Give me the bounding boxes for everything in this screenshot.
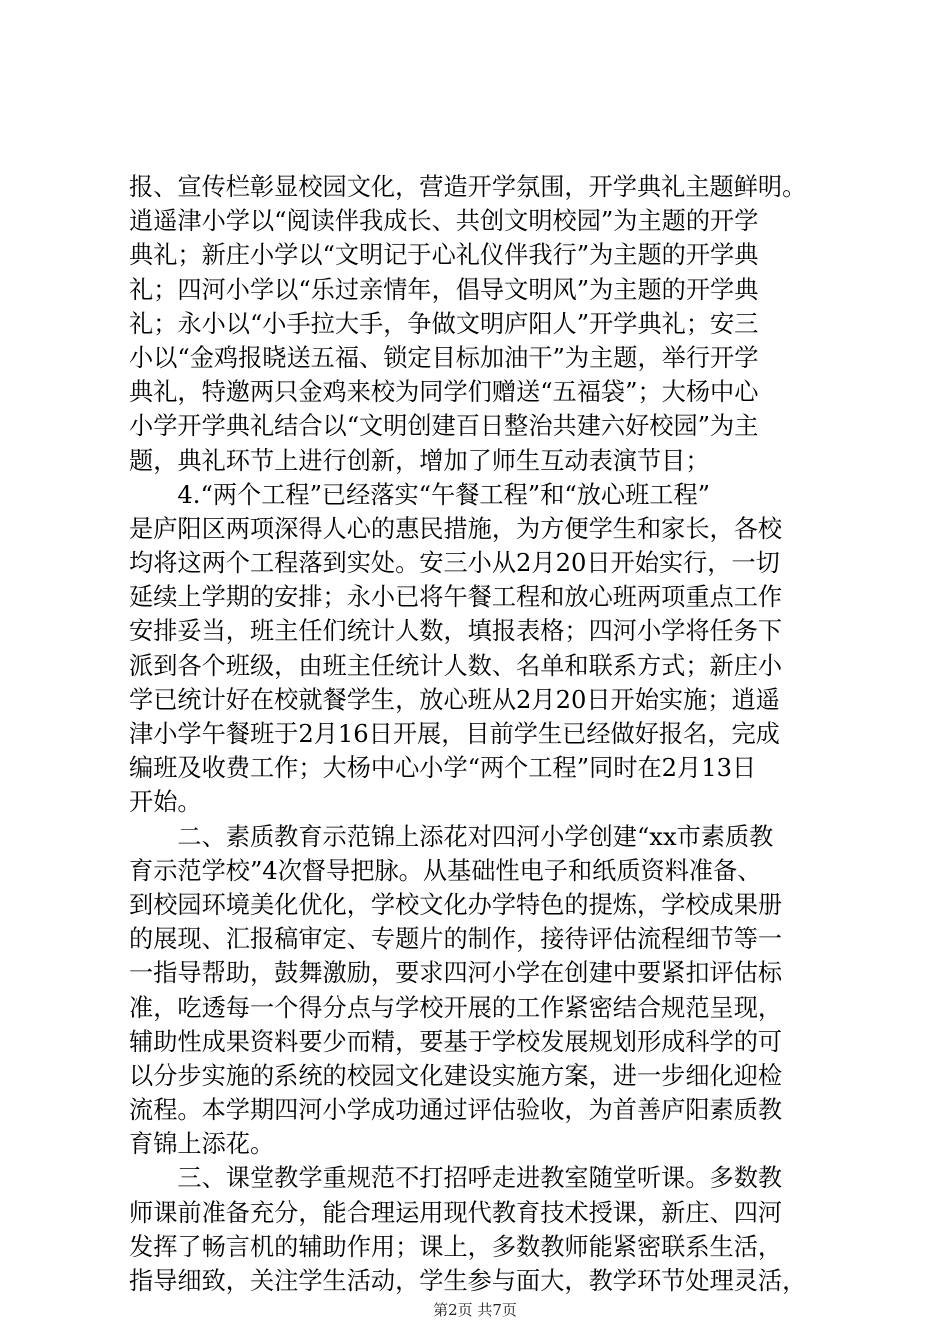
text-line: 逍遥津小学以“阅读伴我成长、共创文明校园”为主题的开学 <box>129 207 759 236</box>
text-line: 一指导帮助，鼓舞激励，要求四河小学在创建中要紧扣评估标 <box>129 959 783 988</box>
text-line: 师课前准备充分，能合理运用现代教育技术授课，新庄、四河 <box>129 1198 783 1227</box>
text-line: 三、课堂教学重规范不打招呼走进教室随堂听课。多数教 <box>129 1164 783 1193</box>
text-line: 均将这两个工程落到实处。安三小从2月20日开始实行，一切 <box>129 549 780 578</box>
text-line: 小学开学典礼结合以“文明创建百日整治共建六好校园”为主 <box>129 412 759 441</box>
text-line: 育示范学校”4次督导把脉。从基础性电子和纸质资料准备、 <box>129 856 762 885</box>
text-line: 礼；永小以“小手拉大手，争做文明庐阳人”开学典礼；安三 <box>129 309 759 338</box>
text-line: 小以“金鸡报晓送五福、锁定目标加油干”为主题，举行开学 <box>129 343 759 372</box>
page-number-label: 第2页 共7页 <box>433 1301 517 1319</box>
body-text <box>129 170 829 1298</box>
text-line: 延续上学期的安排；永小已将午餐工程和放心班两项重点工作 <box>129 583 783 612</box>
text-line: 育锦上添花。 <box>129 1130 275 1159</box>
text-line: 到校园环境美化优化，学校文化办学特色的提炼，学校成果册 <box>129 890 783 919</box>
text-line: 发挥了畅言机的辅助作用；课上，多数教师能紧密联系生活， <box>129 1232 783 1261</box>
text-line: 题，典礼环节上进行创新，增加了师生互动表演节目； <box>129 446 710 475</box>
text-line: 的展现、汇报稿审定、专题片的制作，接待评估流程细节等一 <box>129 925 783 954</box>
page-footer <box>0 1300 950 1320</box>
text-line: 以分步实施的系统的校园文化建设实施方案，进一步细化迎检 <box>129 1061 783 1090</box>
text-line: 准，吃透每一个得分点与学校开展的工作紧密结合规范呈现， <box>129 993 783 1022</box>
text-line: 编班及收费工作；大杨中心小学“两个工程”同时在2月13日 <box>129 754 757 783</box>
text-line: 典礼，特邀两只金鸡来校为同学们赠送“五福袋”；大杨中心 <box>129 378 759 407</box>
text-line: 礼；四河小学以“乐过亲情年，倡导文明风”为主题的开学典 <box>129 275 759 304</box>
text-line: 报、宣传栏彰显校园文化，营造开学氛围，开学典礼主题鲜明。 <box>129 173 807 201</box>
text-line: 二、素质教育示范锦上添花对四河小学创建“xx市素质教 <box>129 822 774 851</box>
text-line: 津小学午餐班于2月16日开展，目前学生已经做好报名，完成 <box>129 720 780 748</box>
text-line: 流程。本学期四河小学成功通过评估验收，为首善庐阳素质教 <box>129 1096 783 1125</box>
text-line: 开始。 <box>129 788 202 817</box>
text-line: 派到各个班级，由班主任统计人数、名单和联系方式；新庄小 <box>129 651 783 680</box>
text-line: 典礼；新庄小学以“文明记于心礼仪伴我行”为主题的开学典 <box>129 241 759 270</box>
text-line: 4.“两个工程”已经落实“午餐工程”和“放心班工程” <box>129 480 711 509</box>
text-line: 指导细致，关注学生活动，学生参与面大，教学环节处理灵活， <box>129 1267 807 1295</box>
text-line: 辅助性成果资料要少而精，要基于学校发展规划形成科学的可 <box>129 1027 783 1056</box>
text-line: 安排妥当，班主任们统计人数，填报表格；四河小学将任务下 <box>129 617 783 646</box>
text-line: 是庐阳区两项深得人心的惠民措施，为方便学生和家长，各校 <box>129 514 783 543</box>
text-line: 学已统计好在校就餐学生，放心班从2月20日开始实施；逍遥 <box>129 685 780 714</box>
